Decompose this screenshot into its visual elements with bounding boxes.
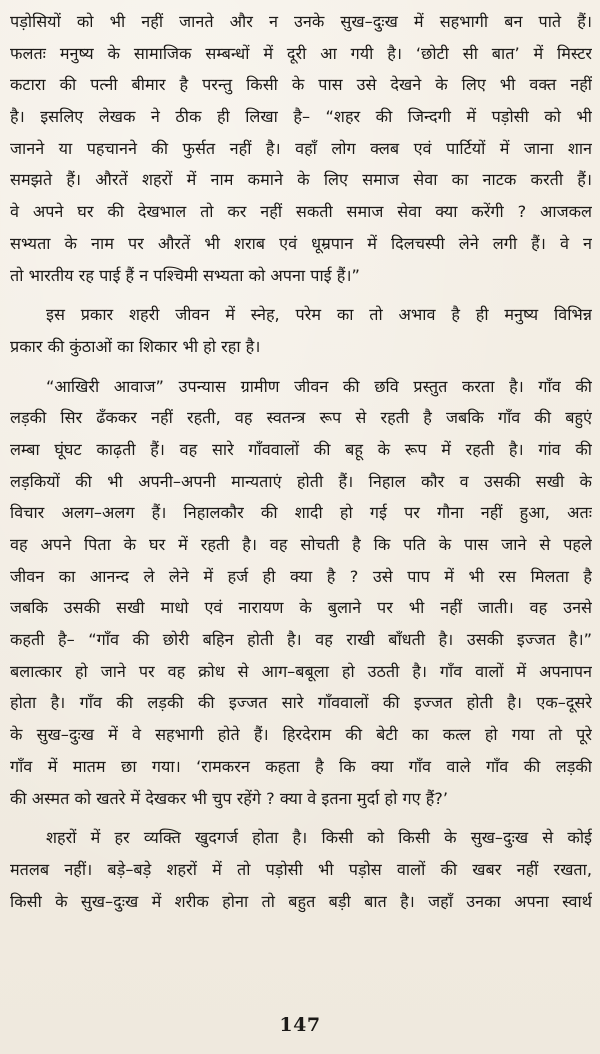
text-line: लड़कियों की भी अपनी–अपनी मान्यताएं होती हैं। निहाल कौर व उसकी सखी के (10, 471, 592, 491)
text-line: बलात्कार हो जाने पर वह क्रोध से आग–बबूला हो उठती है। गाँव वालों में अपनापन (10, 661, 592, 681)
text-line: फलतः मनुष्य के सामाजिक सम्बन्धों में दूरी आ गयी है। ‘छोटी सी बात’ में मिस्टर (10, 43, 592, 63)
paragraph (10, 299, 592, 362)
text-line: विचार अलग–अलग हैं। निहालकौर की शादी हो गई पर गौना नहीं हुआ, अतः (10, 503, 592, 523)
text-line: होता है। गाँव की लड़की की इज्जत सारे गाँववालों की इज्जत होती है। एक–दूसरे (10, 693, 592, 713)
text-line: सभ्यता के नाम पर औरतें भी शराब एवं धूम्रपान में दिलचस्पी लेने लगी हैं। वे न (10, 233, 592, 253)
paragraph-gap (10, 814, 592, 822)
paragraph-gap (10, 291, 592, 299)
paragraph-gap (10, 363, 592, 371)
text-line: लम्बा घूंघट काढ़ती हैं। वह सारे गाँववालों की बहू के रूप में रहती है। गांव की (10, 439, 592, 459)
text-line: मतलब नहीं। बड़े–बड़े शहरों में तो पड़ोसी भी पड़ोस वालों की खबर नहीं रखता, (10, 859, 592, 879)
text-line: किसी के सुख–दुःख में शरीक होना तो बहुत बड़ी बात है। जहाँ उनका अपना स्वार्थ (10, 891, 592, 911)
text-line: है। इसलिए लेखक ने ठीक ही लिखा है– “शहर की जिन्दगी में पड़ोसी को भी (10, 107, 592, 127)
page-number: 147 (279, 1014, 321, 1036)
text-line: शहरों में हर व्यक्ति खुदगर्ज होता है। किसी को किसी के सुख–दुःख से कोई (46, 828, 592, 848)
paragraph (10, 6, 592, 291)
text-line: पड़ोसियों को भी नहीं जानते और न उनके सुख–दुःख में सहभागी बन पाते हैं। (10, 12, 592, 31)
text-line: वे अपने घर की देखभाल तो कर नहीं सकती समाज सेवा क्या करेंगी ? आजकल (10, 202, 592, 222)
text-line: के सुख–दुःख में वे सहभागी होते हैं। हिरदेराम की बेटी का कत्ल हो गया तो पूरे (10, 725, 592, 745)
text-line: “आखिरी आवाज” उपन्यास ग्रामीण जीवन की छवि प्रस्तुत करता है। गाँव की (46, 376, 592, 396)
text-line: गाँव में मातम छा गया। ‘रामकरन कहता है कि क्या गाँव वाले गाँव की लड़की (10, 756, 592, 776)
paragraph (10, 371, 592, 815)
text-line: कहती है– “गाँव की छोरी बहिन होती है। वह राखी बाँधती है। उसकी इज्जत है।” (10, 630, 592, 650)
text-line: इस प्रकार शहरी जीवन में स्नेह, परेम का तो अभाव है ही मनुष्य विभिन्न (46, 305, 592, 325)
text-line: लड़की सिर ढँककर नहीं रहती, वह स्वतन्त्र रूप से रहती है जबकि गाँव की बहुएं (10, 408, 592, 428)
text-line: वह अपने पिता के घर में रहती है। वह सोचती है कि पति के पास जाने से पहले (10, 535, 592, 554)
text-line: जबकि उसकी सखी माधो एवं नारायण के बुलाने पर भी नहीं जाती। वह उनसे (10, 598, 592, 618)
paragraph (10, 822, 592, 917)
text-line: की अस्मत को खतरे में देखकर भी चुप रहेंगे ? क्या वे इतना मुर्दा हो गए हैं?’ (10, 788, 449, 808)
text-line: प्रकार की कुंठाओं का शिकार भी हो रहा है। (10, 336, 261, 356)
text-line: जीवन का आनन्द ले लेने में हर्ज ही क्या है ? उसे पाप में भी रस मिलता है (10, 566, 592, 586)
text-line: कटारा की पत्नी बीमार है परन्तु किसी के पास उसे देखने के लिए भी वक्त नहीं (10, 75, 592, 95)
text-line: जानने या पहचानने की फुर्सत नहीं है। वहाँ लोग क्लब एवं पार्टियों में जाना शान (10, 138, 592, 158)
body-text (10, 6, 592, 917)
text-line: तो भारतीय रह पाई हैं न पश्चिमी सभ्यता को अपना पाई हैं।” (10, 265, 360, 285)
text-line: समझते हैं। औरतें शहरों में नाम कमाने के लिए समाज सेवा का नाटक करती हैं। (10, 170, 592, 190)
